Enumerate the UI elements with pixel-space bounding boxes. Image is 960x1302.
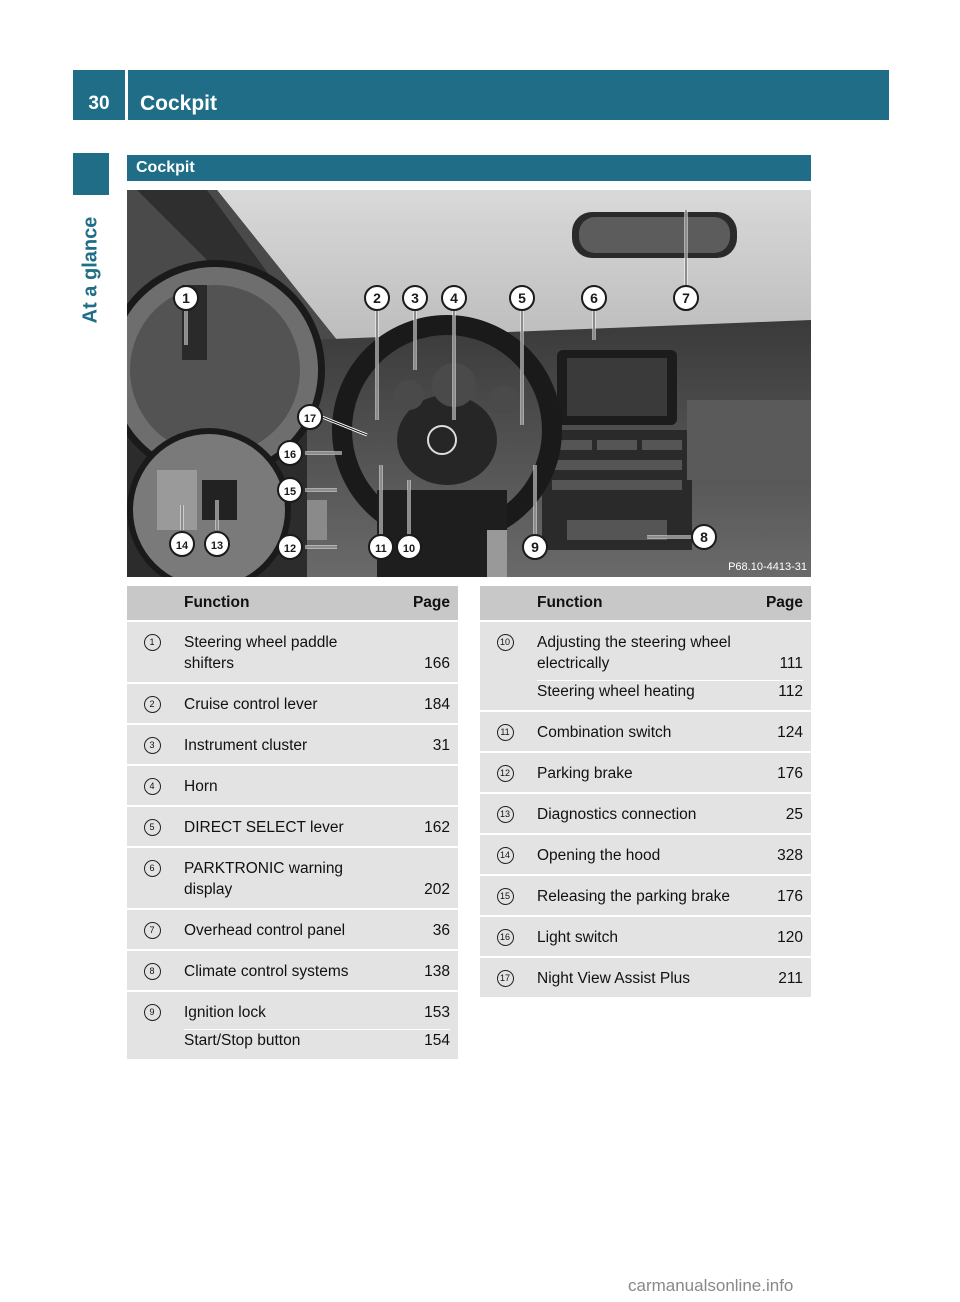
section-title: Cockpit <box>136 159 195 176</box>
item-number: 6 <box>144 860 161 877</box>
header-divider <box>125 70 128 120</box>
callout-layer <box>127 190 811 577</box>
callout-12 <box>278 535 302 559</box>
function-column-header: Function <box>184 594 250 611</box>
callout-10 <box>397 535 421 559</box>
callout-17 <box>298 405 322 429</box>
sub-page-ref: 112 <box>743 680 803 702</box>
table-row <box>480 622 811 710</box>
callout-3 <box>403 286 427 310</box>
table-row <box>127 951 458 990</box>
table-row <box>127 725 458 764</box>
section-title-bar <box>127 155 811 181</box>
item-number: 10 <box>497 634 514 651</box>
svg-text:16: 16 <box>283 449 297 461</box>
svg-text:11: 11 <box>375 543 387 555</box>
sub-function-label: Start/Stop button <box>184 1029 390 1051</box>
callout-6 <box>582 286 606 310</box>
table-header-row <box>127 586 458 620</box>
side-tab <box>73 195 109 345</box>
item-number: 12 <box>497 765 514 782</box>
function-column-header: Function <box>537 594 603 611</box>
svg-text:5: 5 <box>518 290 526 306</box>
callout-16 <box>278 441 302 465</box>
item-number: 11 <box>497 724 514 741</box>
item-number: 9 <box>144 1004 161 1021</box>
callout-11 <box>369 535 393 559</box>
table-row <box>127 848 458 908</box>
function-label: Night View Assist Plus <box>537 970 691 987</box>
svg-text:3: 3 <box>411 290 419 306</box>
function-label: Instrument cluster <box>184 737 308 754</box>
item-number: 17 <box>497 970 514 987</box>
table-row <box>480 876 811 915</box>
table-row <box>480 958 811 997</box>
table-row <box>480 794 811 833</box>
svg-text:17: 17 <box>303 413 317 425</box>
function-label: DIRECT SELECT lever <box>184 819 344 836</box>
cockpit-illustration <box>127 190 811 577</box>
page-ref: 166 <box>424 655 450 672</box>
item-number: 13 <box>497 806 514 823</box>
item-number: 15 <box>497 888 514 905</box>
function-label: Combination switch <box>537 724 672 741</box>
function-label: Releasing the parking brake <box>537 888 731 905</box>
svg-text:6: 6 <box>590 290 598 306</box>
table-row <box>127 766 458 805</box>
item-number: 16 <box>497 929 514 946</box>
svg-text:8: 8 <box>700 529 708 545</box>
page-ref: 184 <box>424 696 450 713</box>
right-function-table <box>480 586 811 997</box>
callout-9 <box>523 535 547 559</box>
function-label: PARKTRONIC warning display <box>184 860 344 898</box>
side-tab-label: At a glance <box>79 216 102 324</box>
item-number: 3 <box>144 737 161 754</box>
svg-text:1: 1 <box>182 290 190 306</box>
callout-5 <box>510 286 534 310</box>
svg-text:15: 15 <box>283 486 297 498</box>
table-header-row <box>480 586 811 620</box>
svg-text:4: 4 <box>450 290 458 306</box>
page-column-header: Page <box>765 594 803 611</box>
function-label: Horn <box>184 778 218 795</box>
function-label: Climate control systems <box>184 963 349 980</box>
page-ref: 202 <box>424 881 450 898</box>
page-column-header: Page <box>412 594 450 611</box>
page-ref: 31 <box>432 737 450 754</box>
table-row <box>480 917 811 956</box>
item-number: 8 <box>144 963 161 980</box>
page-ref: 211 <box>778 970 803 987</box>
callout-4 <box>442 286 466 310</box>
page-ref: 25 <box>785 806 803 823</box>
callout-14 <box>170 532 194 556</box>
page-ref: 153 <box>424 1004 450 1021</box>
function-label: Diagnostics connection <box>537 806 697 823</box>
item-number: 2 <box>144 696 161 713</box>
function-label: Parking brake <box>537 765 633 782</box>
table-row <box>127 992 458 1059</box>
function-label: Light switch <box>537 929 618 946</box>
page-ref: 138 <box>424 963 450 980</box>
table-row <box>480 835 811 874</box>
page-ref: 176 <box>777 888 803 905</box>
page-ref: 120 <box>777 929 803 946</box>
table-row <box>480 712 811 751</box>
svg-text:9: 9 <box>531 539 539 555</box>
table-row <box>127 684 458 723</box>
callout-8 <box>692 525 716 549</box>
svg-text:7: 7 <box>682 290 690 306</box>
item-number: 5 <box>144 819 161 836</box>
function-label: Adjusting the steering wheel electrically <box>537 634 731 672</box>
function-label: Opening the hood <box>537 847 661 864</box>
callout-13 <box>205 532 229 556</box>
svg-text:13: 13 <box>210 540 224 552</box>
callout-15 <box>278 478 302 502</box>
svg-text:10: 10 <box>402 543 416 555</box>
function-label: Overhead control panel <box>184 922 346 939</box>
page-ref: 176 <box>777 765 803 782</box>
svg-text:12: 12 <box>283 543 297 555</box>
page-ref: 36 <box>432 922 450 939</box>
item-number: 1 <box>144 634 161 651</box>
table-row <box>127 622 458 682</box>
svg-text:2: 2 <box>373 290 381 306</box>
figure-code: P68.10-4413-31 <box>728 561 807 573</box>
page-ref: 328 <box>777 847 803 864</box>
page-ref: 124 <box>777 724 803 741</box>
callout-7 <box>674 286 698 310</box>
page-title: Cockpit <box>140 92 218 115</box>
sub-function-label: Steering wheel heating <box>537 680 743 702</box>
page-number: 30 <box>88 93 110 114</box>
item-number: 4 <box>144 778 161 795</box>
left-function-table <box>127 586 458 1059</box>
table-row <box>127 910 458 949</box>
function-label: Steering wheel paddle shifters <box>184 634 338 672</box>
item-number: 7 <box>144 922 161 939</box>
callout-1 <box>174 286 198 310</box>
page-ref: 111 <box>779 655 803 672</box>
svg-text:14: 14 <box>175 540 189 552</box>
function-label: Ignition lock <box>184 1004 266 1021</box>
table-row <box>127 807 458 846</box>
function-label: Cruise control lever <box>184 696 318 713</box>
side-tab-marker <box>73 153 109 195</box>
item-number: 14 <box>497 847 514 864</box>
sub-page-ref: 154 <box>390 1029 450 1051</box>
site-watermark: carmanualsonline.info <box>628 1276 794 1295</box>
table-row <box>480 753 811 792</box>
page-ref: 162 <box>424 819 450 836</box>
callout-2 <box>365 286 389 310</box>
